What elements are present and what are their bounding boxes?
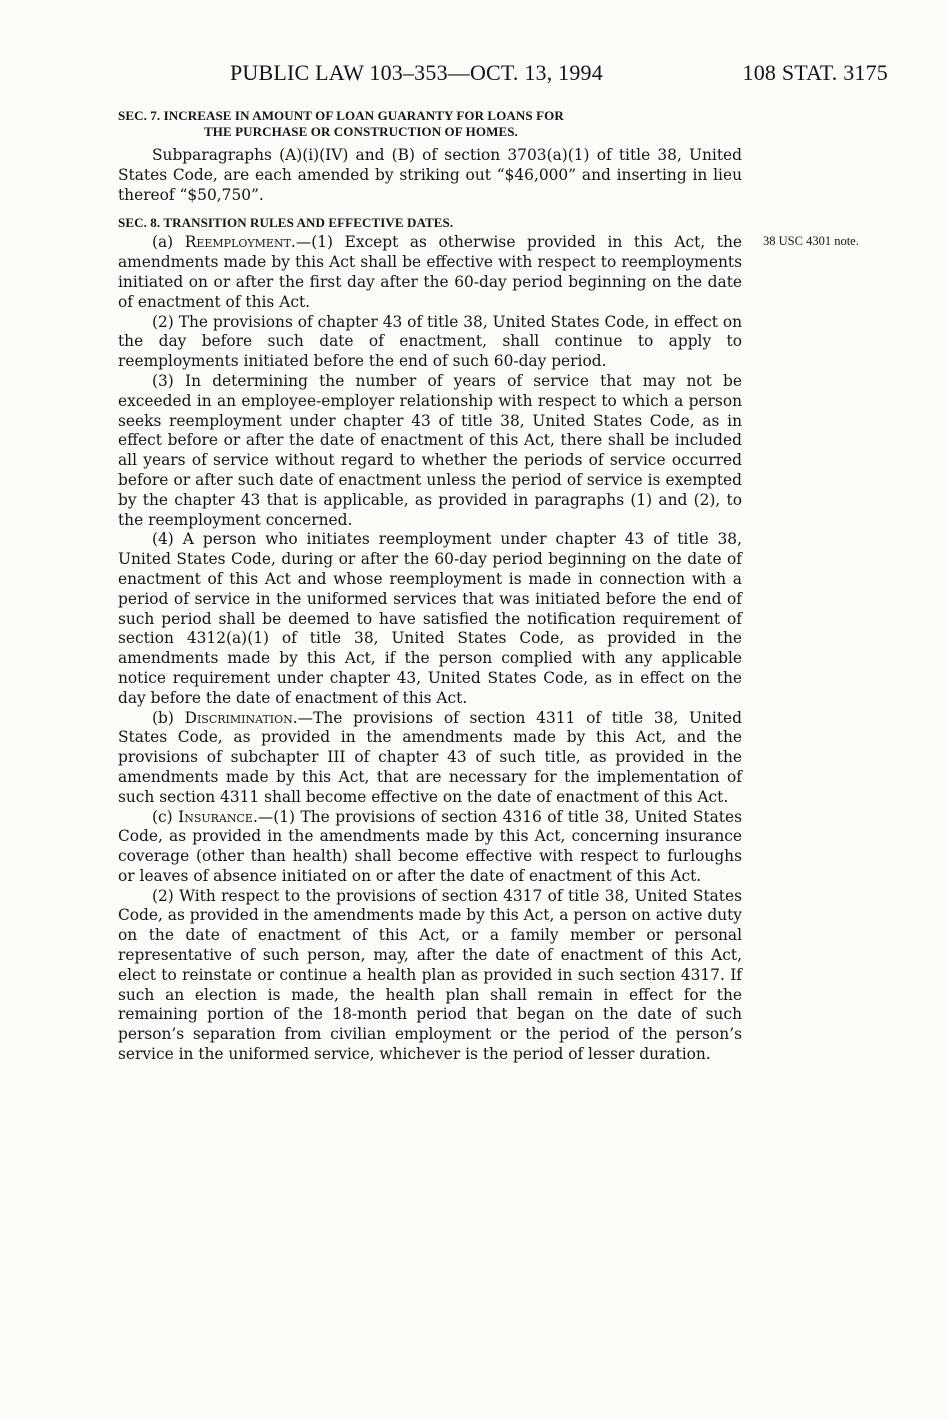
section-7-heading-line2: THE PURCHASE OR CONSTRUCTION OF HOMES.: [204, 124, 518, 139]
subsection-c-caption: Insurance: [178, 807, 253, 826]
subsection-b-lead: .—The provisions of section 4311 of title 38, United States Code, as provided in the amendments made by this Act, and the provisions of subchapter III of chapter 43 of such title, as provided in the amendments made by this Act, that are necessary for the implementation of such section 4311 shall become effective on the date of enactment of this Act.: [118, 708, 742, 806]
subsection-a-label: (a): [152, 233, 185, 252]
subsection-a-paragraph-1: [118, 233, 742, 312]
subsection-a-paragraph-3: (3) In determining the number of years of service that may not be exceeded in an employee-employer relationship with respect to which a person seeks reemployment under chapter 43 of title 38, United States Code, as in effect before or after the date of enactment of this Act, there shall be included all years of service without regard to whether the periods of service occurred before or after such date of enactment unless the period of service is exempted by the chapter 43 that is applicable, as provided in paragraphs (1) and (2), to the reemployment concerned.: [118, 371, 742, 529]
section-7-heading-line1: SEC. 7. INCREASE IN AMOUNT OF LOAN GUARANTY FOR LOANS FOR: [118, 108, 564, 123]
subsection-c-lead: .—(1) The provisions of section 4316 of title 38, United States Code, as provided in the amendments made by this Act, concerning insurance coverage (other than health) shall become effective with respect to furloughs or leaves of absence initiated on or after the date of enactment of this Act.: [118, 807, 742, 885]
subsection-b-caption: Discrimination: [184, 708, 293, 727]
subsection-a-lead: .—(1) Except as otherwise provided in this Act, the amendments made by this Act shall be effective with respect to reemployments initiated on or after the first day after the 60-day period beginning on the date of enactment of this Act.: [118, 233, 742, 311]
subsection-c-paragraph-1: [118, 808, 742, 887]
margin-note: 38 USC 4301 note.: [763, 234, 859, 248]
subsection-c-paragraph-2: (2) With respect to the provisions of section 4317 of title 38, United States Code, as provided in the amendments made by this Act, a person on active duty on the date of enactment of this Act, or a family member or personal representative of such person, may, after the date of enactment of this Act, elect to reinstate or continue a health plan as provided in such section 4317. If such an election is made, the health plan shall remain in effect for the remaining portion of the 18-month period that began on the date of such person’s separation from civilian employment or the period of the person’s service in the uniformed service, whichever is the period of lesser duration.: [118, 886, 742, 1064]
section-7-heading: [118, 108, 742, 140]
main-text-column: [118, 108, 742, 1065]
subsection-c-label: (c): [152, 807, 179, 826]
subsection-a-paragraph-2: (2) The provisions of chapter 43 of title 38, United States Code, in effect on the day before such date of enactment, shall continue to apply to reemployments initiated before the end of such 60-day period.: [118, 312, 742, 371]
page-title: PUBLIC LAW 103–353—OCT. 13, 1994: [230, 60, 603, 85]
section-8-heading: SEC. 8. TRANSITION RULES AND EFFECTIVE DATES.: [118, 215, 454, 231]
subsection-b-paragraph: [118, 709, 742, 808]
subsection-a-paragraph-4: (4) A person who initiates reemployment under chapter 43 of title 38, United States Code, during or after the 60-day period beginning on the date of enactment of this Act and whose reemployment is made in connection with a period of service in the uniformed services that was initiated before the end of such period shall be deemed to have satisfied the notification requirement of section 4312(a)(1) of title 38, United States Code, as provided in the amendments made by this Act, if the person complied with any applicable notice requirement under chapter 43, United States Code, as in effect on the day before the date of enactment of this Act.: [118, 530, 742, 707]
subsection-b-label: (b): [152, 708, 185, 727]
stat-page-number: 108 STAT. 3175: [742, 60, 888, 85]
section-7-body: Subparagraphs (A)(i)(IV) and (B) of section 3703(a)(1) of title 38, United States Code, are each amended by striking out “$46,000” and inserting in lieu thereof “$50,750”.: [118, 146, 742, 204]
subsection-a-caption: Reemployment: [184, 233, 291, 252]
running-header: [118, 60, 888, 92]
